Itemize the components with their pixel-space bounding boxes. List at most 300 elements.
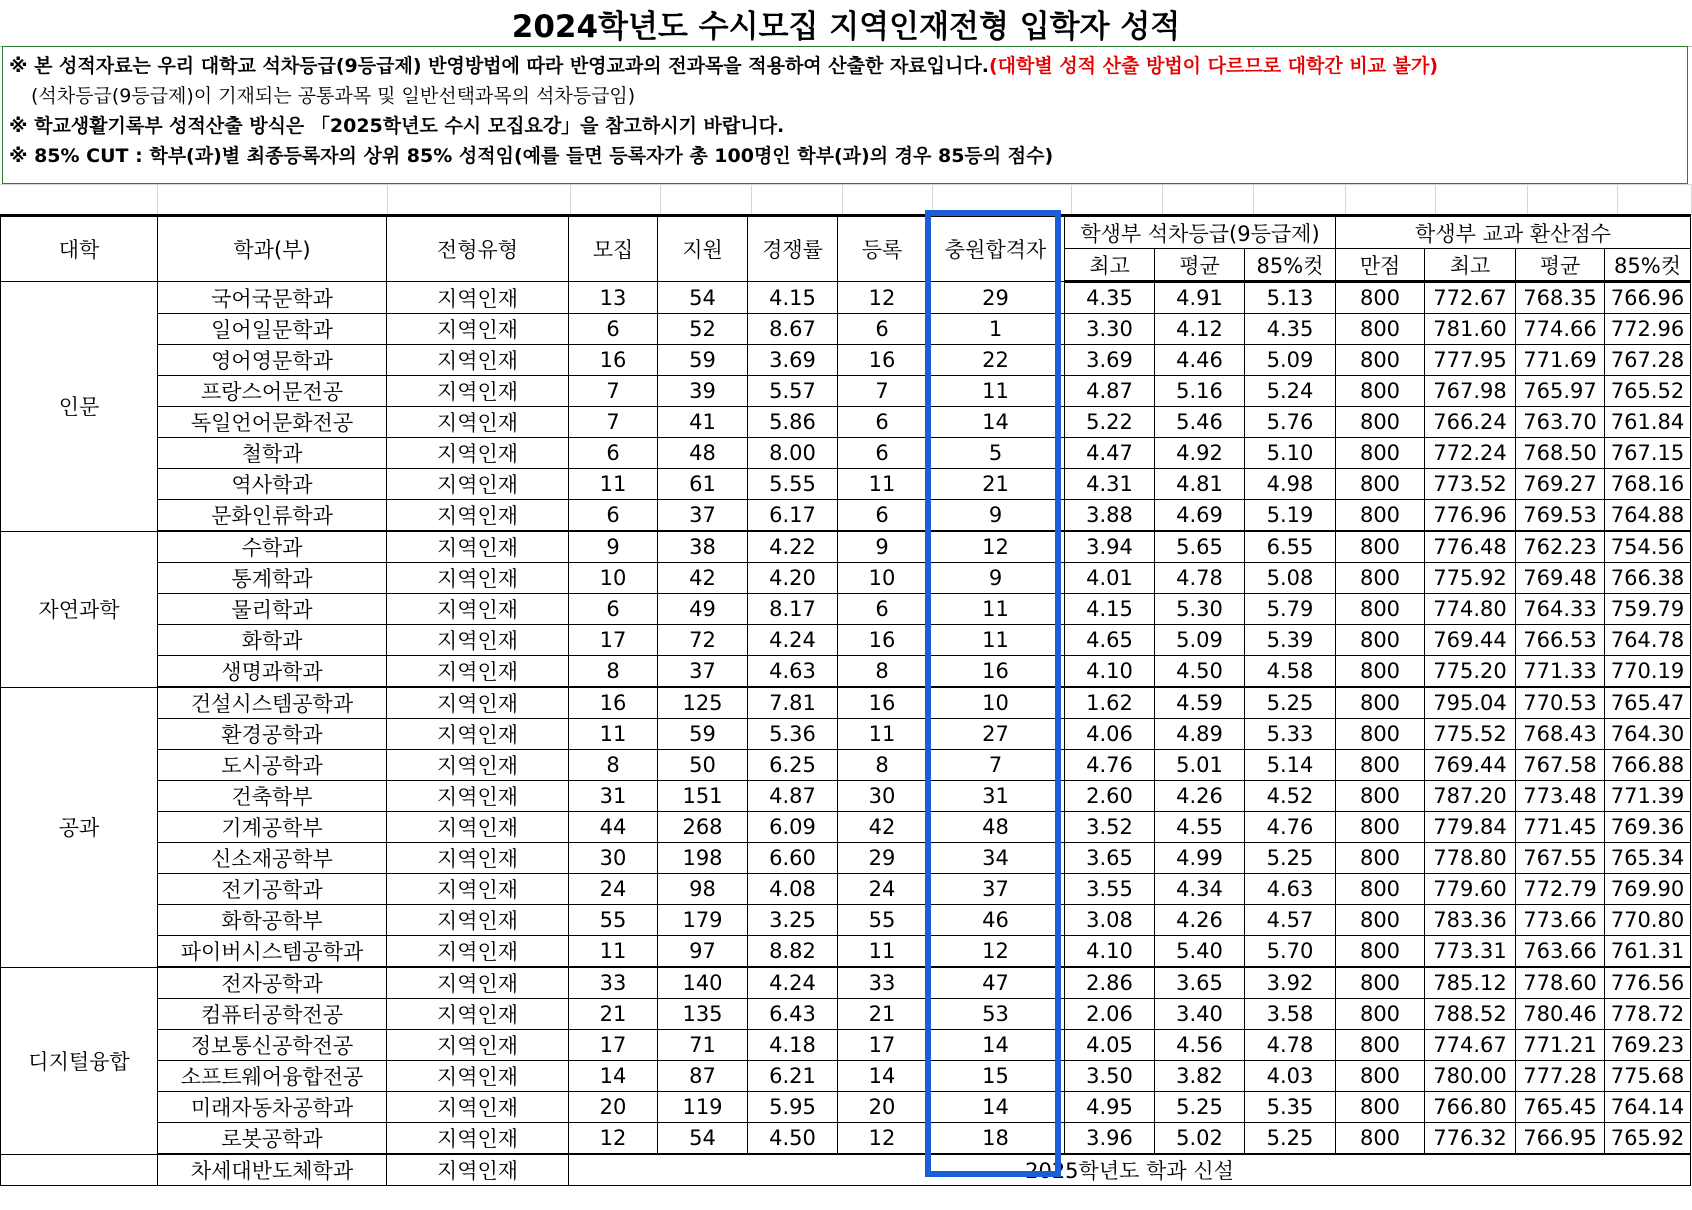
dept-cell: 전기공학과 [158,874,387,905]
additional-cell: 22 [927,345,1065,376]
applicants-cell: 59 [658,719,748,750]
ratio-cell: 4.24 [748,967,838,999]
ratio-cell: 4.24 [748,625,838,656]
score-best-cell: 777.95 [1425,345,1516,376]
additional-cell: 9 [927,563,1065,594]
enrolled-cell: 11 [838,469,927,500]
dept-cell: 건축학부 [158,781,387,812]
table-row [1,1092,1691,1123]
table-row [1,500,1691,532]
rank-best-cell: 4.65 [1065,625,1155,656]
rank-85-cell: 5.25 [1245,1123,1336,1155]
score-full-cell: 800 [1336,345,1425,376]
type-cell: 지역인재 [387,282,569,314]
rank-best-cell: 4.87 [1065,376,1155,407]
dept-cell: 국어국문학과 [158,282,387,314]
score-85-cell: 764.14 [1605,1092,1691,1123]
enrolled-cell: 6 [838,594,927,625]
enrolled-cell: 12 [838,282,927,314]
score-avg-cell: 771.69 [1516,345,1605,376]
score-85-cell: 765.47 [1605,687,1691,719]
ratio-cell: 4.50 [748,1123,838,1155]
enrolled-cell: 11 [838,936,927,968]
enrolled-cell: 12 [838,1123,927,1155]
rank-85-cell: 6.55 [1245,531,1336,563]
table-row-new-dept [1,1154,1691,1186]
rank-85-cell: 5.14 [1245,750,1336,781]
score-85-cell: 766.38 [1605,563,1691,594]
applicants-cell: 151 [658,781,748,812]
rank-avg-cell: 4.69 [1155,500,1245,532]
rank-85-cell: 4.35 [1245,314,1336,345]
dept-cell: 생명과학과 [158,656,387,688]
score-best-cell: 787.20 [1425,781,1516,812]
score-85-cell: 772.96 [1605,314,1691,345]
notes-box [2,46,1688,184]
dept-cell: 기계공학부 [158,812,387,843]
score-full-cell: 800 [1336,1123,1425,1155]
ratio-cell: 8.67 [748,314,838,345]
applicants-cell: 198 [658,843,748,874]
type-cell: 지역인재 [387,469,569,500]
applicants-cell: 48 [658,438,748,469]
table-row [1,750,1691,781]
table-row [1,407,1691,438]
rank-avg-cell: 4.50 [1155,656,1245,688]
table-row [1,812,1691,843]
additional-cell: 9 [927,500,1065,532]
dept-cell: 차세대반도체학과 [158,1154,387,1186]
type-cell: 지역인재 [387,1061,569,1092]
type-cell: 지역인재 [387,812,569,843]
admission-results-table [0,214,1691,1186]
score-full-cell: 800 [1336,314,1425,345]
score-best-cell: 780.00 [1425,1061,1516,1092]
type-cell: 지역인재 [387,750,569,781]
rank-best-cell: 3.65 [1065,843,1155,874]
score-85-cell: 767.28 [1605,345,1691,376]
spreadsheet-gap-row [0,184,1692,215]
score-best-cell: 769.44 [1425,625,1516,656]
ratio-cell: 5.57 [748,376,838,407]
score-best-cell: 779.60 [1425,874,1516,905]
score-avg-cell: 769.27 [1516,469,1605,500]
enrolled-cell: 6 [838,407,927,438]
dept-cell: 미래자동차공학과 [158,1092,387,1123]
applicants-cell: 87 [658,1061,748,1092]
rank-85-cell: 4.03 [1245,1061,1336,1092]
score-full-cell: 800 [1336,469,1425,500]
header-score-full: 만점 [1336,249,1425,282]
type-cell: 지역인재 [387,999,569,1030]
table-row [1,282,1691,314]
quota-cell: 11 [569,719,658,750]
rank-best-cell: 4.15 [1065,594,1155,625]
score-85-cell: 761.31 [1605,936,1691,968]
score-full-cell: 800 [1336,438,1425,469]
type-cell: 지역인재 [387,625,569,656]
table-row [1,936,1691,968]
score-avg-cell: 770.53 [1516,687,1605,719]
enrolled-cell: 9 [838,531,927,563]
ratio-cell: 4.08 [748,874,838,905]
note-warning-text: (대학별 성적 산출 방법이 다르므로 대학간 비교 불가) [988,55,1439,77]
rank-avg-cell: 5.30 [1155,594,1245,625]
dept-cell: 화학과 [158,625,387,656]
dept-cell: 신소재공학부 [158,843,387,874]
type-cell: 지역인재 [387,967,569,999]
score-full-cell: 800 [1336,1061,1425,1092]
rank-85-cell: 5.25 [1245,843,1336,874]
quota-cell: 16 [569,687,658,719]
additional-cell: 18 [927,1123,1065,1155]
table-row [1,999,1691,1030]
enrolled-cell: 55 [838,905,927,936]
enrolled-cell: 8 [838,656,927,688]
rank-best-cell: 4.10 [1065,656,1155,688]
enrolled-cell: 8 [838,750,927,781]
additional-cell: 11 [927,625,1065,656]
score-85-cell: 759.79 [1605,594,1691,625]
score-full-cell: 800 [1336,282,1425,314]
rank-avg-cell: 5.46 [1155,407,1245,438]
score-best-cell: 773.31 [1425,936,1516,968]
type-cell: 지역인재 [387,345,569,376]
header-score-avg: 평균 [1516,249,1605,282]
header-rank-avg: 평균 [1155,249,1245,282]
additional-cell: 14 [927,1092,1065,1123]
score-full-cell: 800 [1336,719,1425,750]
rank-avg-cell: 3.40 [1155,999,1245,1030]
dept-cell: 소프트웨어융합전공 [158,1061,387,1092]
additional-cell: 14 [927,1030,1065,1061]
score-85-cell: 754.56 [1605,531,1691,563]
rank-avg-cell: 4.34 [1155,874,1245,905]
ratio-cell: 6.43 [748,999,838,1030]
rank-best-cell: 4.06 [1065,719,1155,750]
score-85-cell: 768.16 [1605,469,1691,500]
type-cell: 지역인재 [387,719,569,750]
rank-avg-cell: 5.65 [1155,531,1245,563]
quota-cell: 31 [569,781,658,812]
additional-cell: 53 [927,999,1065,1030]
college-cell: 디지털융합 [1,967,158,1154]
quota-cell: 7 [569,407,658,438]
score-best-cell: 779.84 [1425,812,1516,843]
score-full-cell: 800 [1336,500,1425,532]
rank-best-cell: 3.30 [1065,314,1155,345]
rank-avg-cell: 4.99 [1155,843,1245,874]
additional-cell: 21 [927,469,1065,500]
header-applicants: 지원 [658,216,748,282]
score-full-cell: 800 [1336,750,1425,781]
table-row [1,625,1691,656]
score-best-cell: 776.32 [1425,1123,1516,1155]
dept-cell: 물리학과 [158,594,387,625]
score-avg-cell: 773.66 [1516,905,1605,936]
enrolled-cell: 16 [838,345,927,376]
quota-cell: 17 [569,625,658,656]
table-row [1,905,1691,936]
score-full-cell: 800 [1336,531,1425,563]
applicants-cell: 41 [658,407,748,438]
applicants-cell: 37 [658,656,748,688]
rank-85-cell: 5.39 [1245,625,1336,656]
dept-cell: 화학공학부 [158,905,387,936]
enrolled-cell: 21 [838,999,927,1030]
dept-cell: 전자공학과 [158,967,387,999]
score-avg-cell: 772.79 [1516,874,1605,905]
rank-avg-cell: 5.09 [1155,625,1245,656]
quota-cell: 10 [569,563,658,594]
type-cell: 지역인재 [387,500,569,532]
dept-cell: 도시공학과 [158,750,387,781]
rank-best-cell: 3.08 [1065,905,1155,936]
score-85-cell: 766.96 [1605,282,1691,314]
rank-85-cell: 5.09 [1245,345,1336,376]
quota-cell: 21 [569,999,658,1030]
rank-best-cell: 4.35 [1065,282,1155,314]
additional-cell: 12 [927,936,1065,968]
additional-cell: 10 [927,687,1065,719]
enrolled-cell: 14 [838,1061,927,1092]
ratio-cell: 6.09 [748,812,838,843]
table-row [1,376,1691,407]
page-title: 2024학년도 수시모집 지역인재전형 입학자 성적 [0,0,1692,47]
table-row [1,1123,1691,1155]
dept-cell: 철학과 [158,438,387,469]
enrolled-cell: 11 [838,719,927,750]
additional-cell: 46 [927,905,1065,936]
type-cell: 지역인재 [387,656,569,688]
additional-cell: 15 [927,1061,1065,1092]
rank-85-cell: 5.70 [1245,936,1336,968]
score-avg-cell: 768.50 [1516,438,1605,469]
score-avg-cell: 765.97 [1516,376,1605,407]
type-cell: 지역인재 [387,843,569,874]
score-best-cell: 767.98 [1425,376,1516,407]
quota-cell: 9 [569,531,658,563]
score-avg-cell: 780.46 [1516,999,1605,1030]
type-cell: 지역인재 [387,407,569,438]
ratio-cell: 4.87 [748,781,838,812]
score-full-cell: 800 [1336,936,1425,968]
score-best-cell: 778.80 [1425,843,1516,874]
table-row [1,563,1691,594]
score-full-cell: 800 [1336,874,1425,905]
quota-cell: 44 [569,812,658,843]
rank-avg-cell: 4.91 [1155,282,1245,314]
additional-cell: 48 [927,812,1065,843]
applicants-cell: 59 [658,345,748,376]
score-best-cell: 775.92 [1425,563,1516,594]
score-best-cell: 775.52 [1425,719,1516,750]
score-85-cell: 769.36 [1605,812,1691,843]
rank-best-cell: 4.76 [1065,750,1155,781]
rank-85-cell: 3.58 [1245,999,1336,1030]
rank-best-cell: 5.22 [1065,407,1155,438]
score-best-cell: 774.67 [1425,1030,1516,1061]
applicants-cell: 49 [658,594,748,625]
score-85-cell: 766.88 [1605,750,1691,781]
rank-best-cell: 1.62 [1065,687,1155,719]
rank-85-cell: 5.24 [1245,376,1336,407]
score-avg-cell: 774.66 [1516,314,1605,345]
rank-85-cell: 5.19 [1245,500,1336,532]
college-cell: 공과 [1,687,158,967]
rank-best-cell: 4.05 [1065,1030,1155,1061]
quota-cell: 6 [569,314,658,345]
type-cell: 지역인재 [387,905,569,936]
type-cell: 지역인재 [387,1123,569,1155]
score-avg-cell: 778.60 [1516,967,1605,999]
table-row [1,781,1691,812]
score-avg-cell: 771.33 [1516,656,1605,688]
dept-cell: 정보통신공학전공 [158,1030,387,1061]
score-best-cell: 766.80 [1425,1092,1516,1123]
score-best-cell: 776.96 [1425,500,1516,532]
applicants-cell: 72 [658,625,748,656]
dept-cell: 수학과 [158,531,387,563]
rank-85-cell: 3.92 [1245,967,1336,999]
quota-cell: 17 [569,1030,658,1061]
ratio-cell: 6.60 [748,843,838,874]
table-row [1,594,1691,625]
score-full-cell: 800 [1336,1092,1425,1123]
ratio-cell: 3.25 [748,905,838,936]
applicants-cell: 61 [658,469,748,500]
score-85-cell: 770.19 [1605,656,1691,688]
quota-cell: 6 [569,594,658,625]
type-cell: 지역인재 [387,1092,569,1123]
score-best-cell: 772.67 [1425,282,1516,314]
rank-avg-cell: 4.46 [1155,345,1245,376]
additional-cell: 37 [927,874,1065,905]
college-cell-empty [1,1154,158,1186]
rank-avg-cell: 3.65 [1155,967,1245,999]
enrolled-cell: 29 [838,843,927,874]
enrolled-cell: 30 [838,781,927,812]
header-rank-85: 85%컷 [1245,249,1336,282]
type-cell: 지역인재 [387,594,569,625]
ratio-cell: 5.86 [748,407,838,438]
rank-85-cell: 4.58 [1245,656,1336,688]
table-row [1,531,1691,563]
rank-best-cell: 2.86 [1065,967,1155,999]
rank-avg-cell: 3.82 [1155,1061,1245,1092]
rank-avg-cell: 4.89 [1155,719,1245,750]
rank-avg-cell: 4.26 [1155,781,1245,812]
quota-cell: 6 [569,438,658,469]
table-row [1,719,1691,750]
ratio-cell: 4.63 [748,656,838,688]
ratio-cell: 6.21 [748,1061,838,1092]
college-cell: 인문 [1,282,158,532]
rank-avg-cell: 4.81 [1155,469,1245,500]
applicants-cell: 268 [658,812,748,843]
score-avg-cell: 773.48 [1516,781,1605,812]
header-score-best: 최고 [1425,249,1516,282]
dept-cell: 영어영문학과 [158,345,387,376]
header-rank-group: 학생부 석차등급(9등급제) [1065,216,1336,249]
header-rank-best: 최고 [1065,249,1155,282]
additional-cell: 11 [927,594,1065,625]
table-row [1,438,1691,469]
applicants-cell: 52 [658,314,748,345]
additional-cell: 47 [927,967,1065,999]
type-cell: 지역인재 [387,1154,569,1186]
score-best-cell: 766.24 [1425,407,1516,438]
additional-cell: 12 [927,531,1065,563]
rank-avg-cell: 5.25 [1155,1092,1245,1123]
applicants-cell: 179 [658,905,748,936]
score-best-cell: 783.36 [1425,905,1516,936]
score-full-cell: 800 [1336,687,1425,719]
quota-cell: 12 [569,1123,658,1155]
quota-cell: 8 [569,656,658,688]
ratio-cell: 6.17 [748,500,838,532]
score-85-cell: 769.23 [1605,1030,1691,1061]
score-avg-cell: 763.70 [1516,407,1605,438]
additional-cell: 29 [927,282,1065,314]
score-85-cell: 767.15 [1605,438,1691,469]
score-avg-cell: 765.45 [1516,1092,1605,1123]
dept-cell: 파이버시스템공학과 [158,936,387,968]
score-85-cell: 771.39 [1605,781,1691,812]
applicants-cell: 97 [658,936,748,968]
score-85-cell: 764.78 [1605,625,1691,656]
quota-cell: 55 [569,905,658,936]
note-line-2: (석차등급(9등급제)이 기재되는 공통과목 및 일반선택과목의 석차등급임) [31,85,636,107]
enrolled-cell: 10 [838,563,927,594]
score-best-cell: 769.44 [1425,750,1516,781]
additional-cell: 31 [927,781,1065,812]
score-avg-cell: 763.66 [1516,936,1605,968]
header-college: 대학 [1,216,158,282]
enrolled-cell: 6 [838,500,927,532]
rank-85-cell: 5.35 [1245,1092,1336,1123]
score-best-cell: 774.80 [1425,594,1516,625]
table-row [1,345,1691,376]
applicants-cell: 71 [658,1030,748,1061]
rank-best-cell: 2.60 [1065,781,1155,812]
rank-best-cell: 3.88 [1065,500,1155,532]
enrolled-cell: 24 [838,874,927,905]
additional-cell: 16 [927,656,1065,688]
applicants-cell: 37 [658,500,748,532]
enrolled-cell: 6 [838,314,927,345]
applicants-cell: 98 [658,874,748,905]
score-avg-cell: 764.33 [1516,594,1605,625]
table-row [1,656,1691,688]
rank-best-cell: 3.96 [1065,1123,1155,1155]
enrolled-cell: 6 [838,438,927,469]
header-score-group: 학생부 교과 환산점수 [1336,216,1691,249]
score-85-cell: 765.34 [1605,843,1691,874]
header-score-85: 85%컷 [1605,249,1691,282]
applicants-cell: 54 [658,1123,748,1155]
score-avg-cell: 769.48 [1516,563,1605,594]
ratio-cell: 6.25 [748,750,838,781]
score-full-cell: 800 [1336,999,1425,1030]
score-avg-cell: 768.43 [1516,719,1605,750]
enrolled-cell: 33 [838,967,927,999]
score-full-cell: 800 [1336,1030,1425,1061]
note-line-1-text: ※ 본 성적자료는 우리 대학교 석차등급(9등급제) 반영방법에 따라 반영교과의 전과목을 적용하여 산출한 자료입니다. [9,55,989,77]
score-best-cell: 795.04 [1425,687,1516,719]
ratio-cell: 4.20 [748,563,838,594]
score-avg-cell: 771.21 [1516,1030,1605,1061]
